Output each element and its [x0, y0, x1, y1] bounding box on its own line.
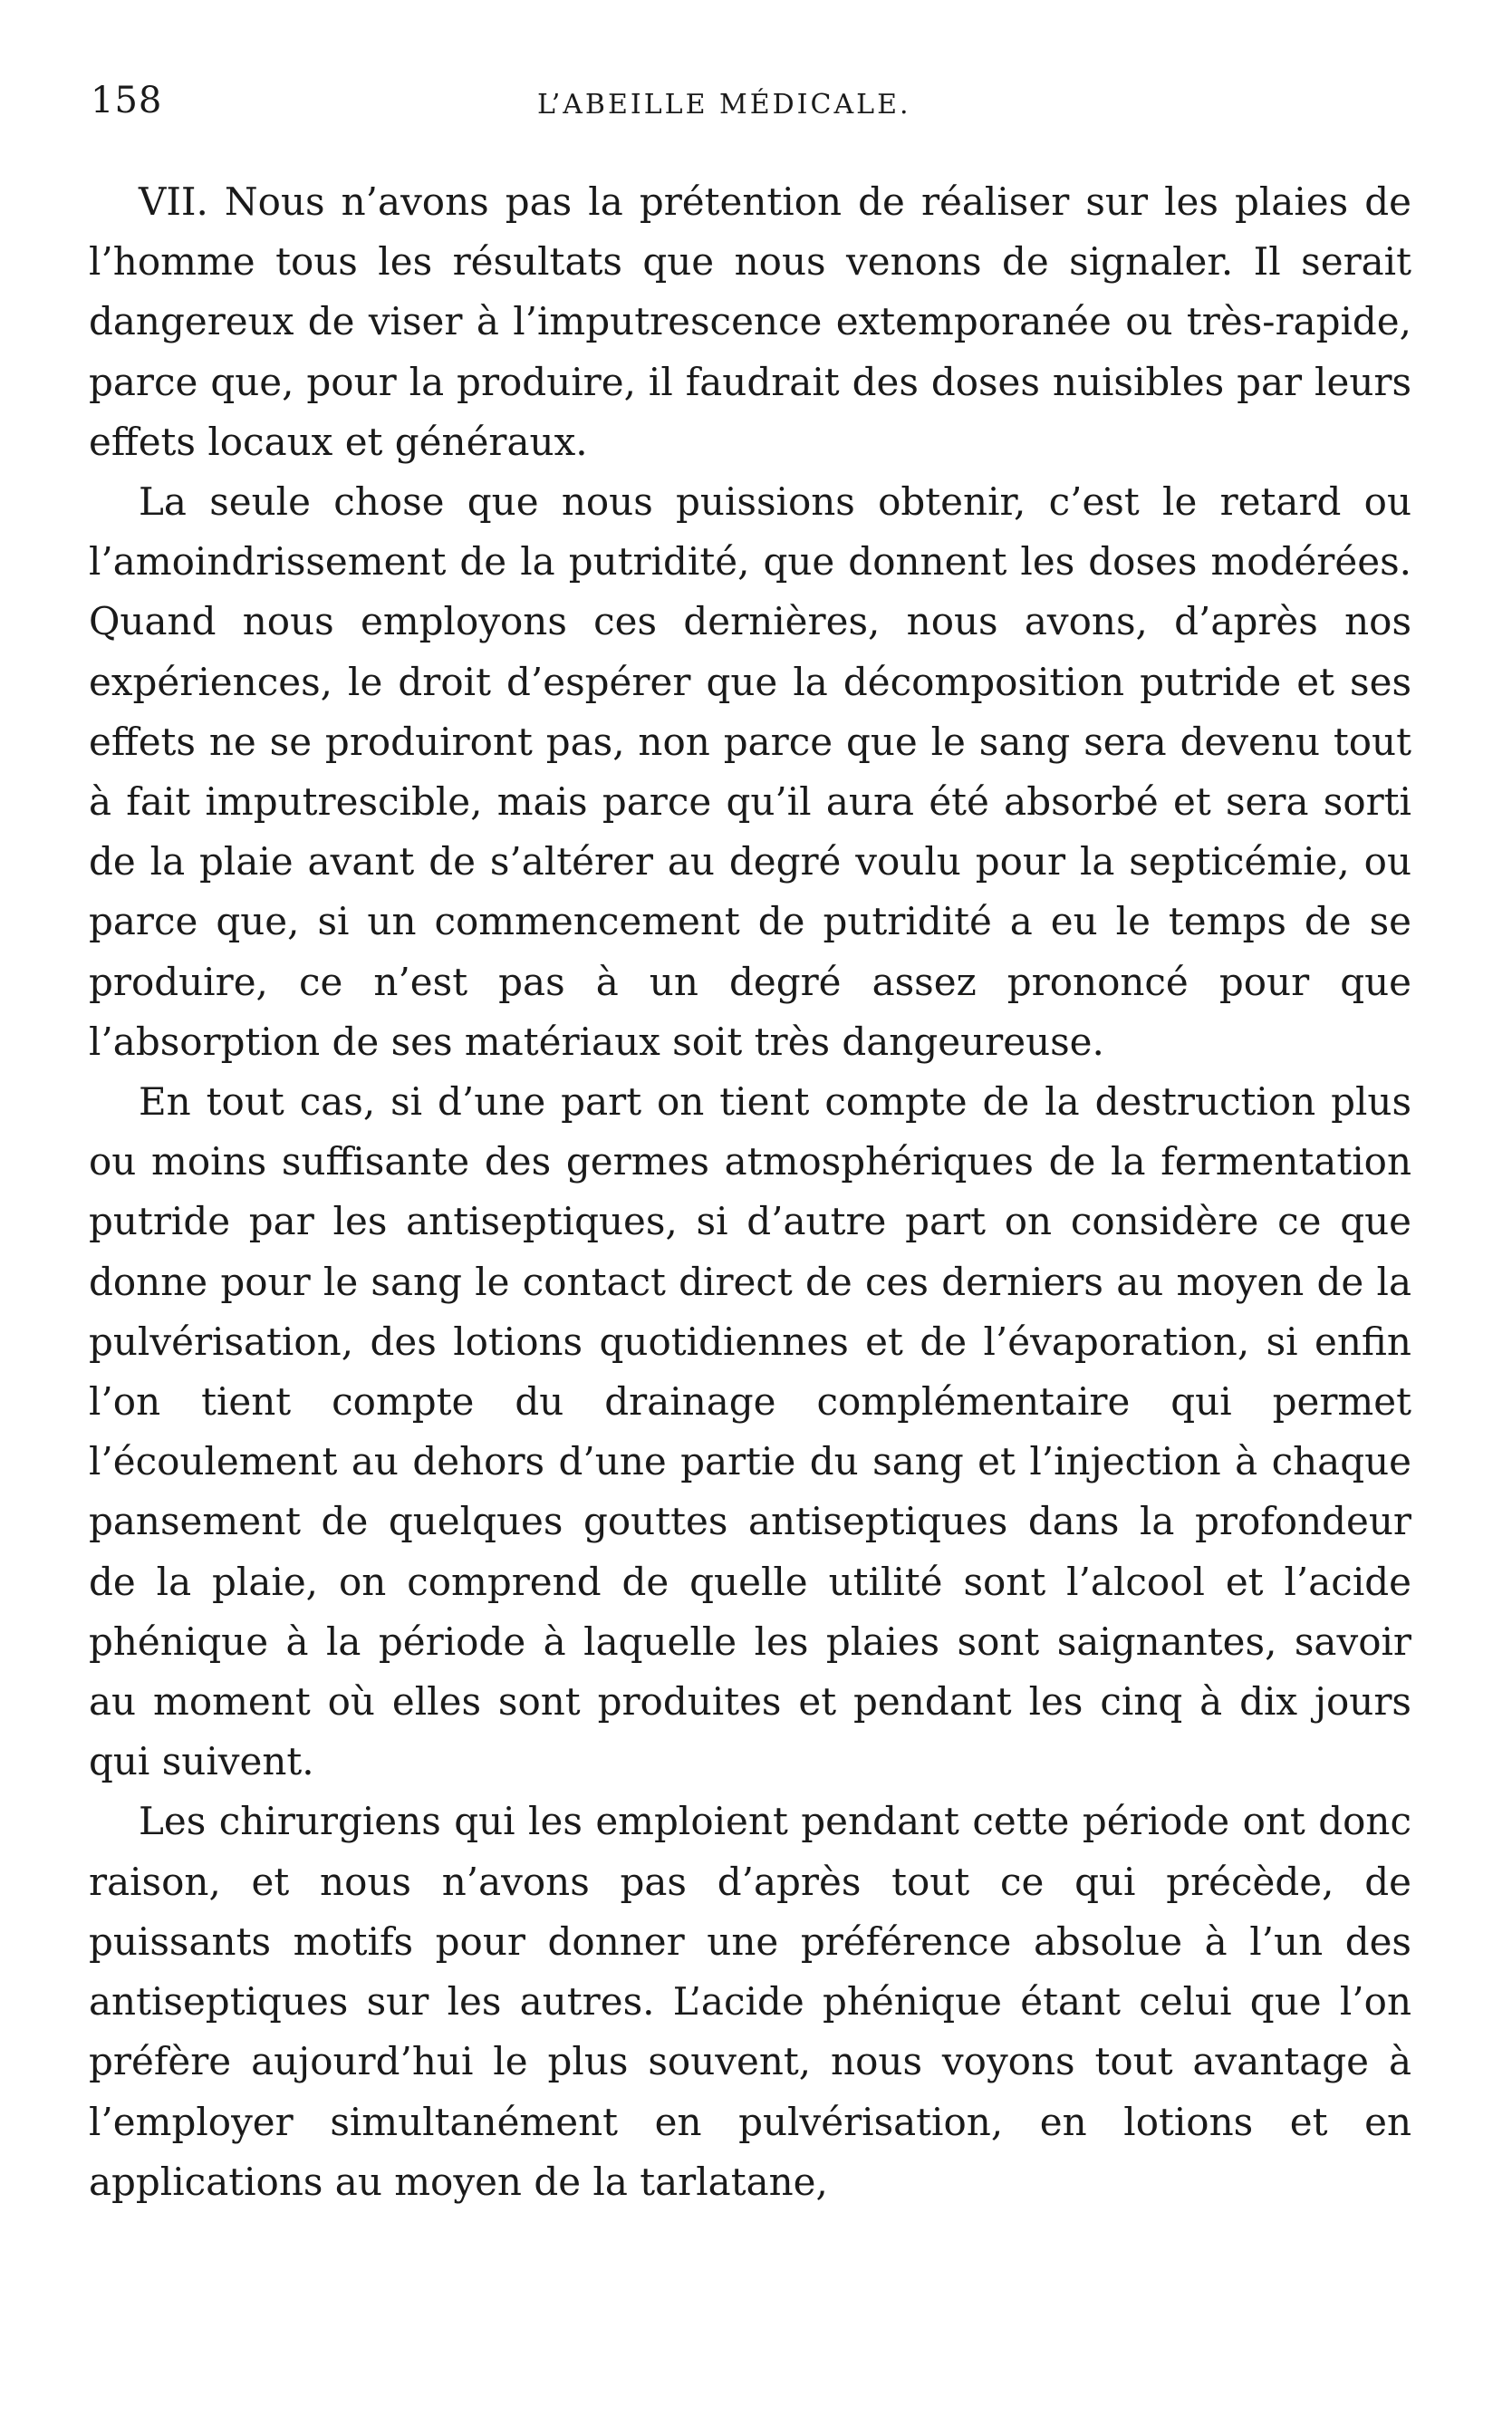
running-head [89, 80, 1411, 136]
paragraph-chirurgiens: Les chirurgiens qui les emploient pendant cette période ont donc raison, et nous n’avons pas d’après tout ce qui précède, de puissants motifs pour donner une préférence absolue à l’un des antiseptiques sur les autres. L’acide phénique étant celui que l’on préfère aujourd’hui le plus souvent, nous voyons tout avantage à l’employer simultanément en pulvérisation, en lotions et en applications au moyen de la tarlatane, [89, 1799, 1411, 2204]
paragraph-retard: La seule chose que nous puissions obtenir, c’est le retard ou l’amoindrissement de la putridité, que donnent les doses modérées. Quand nous employons ces dernières, nous avons, d’après nos expériences, le droit d’espérer que la décomposition putride et ses effets ne se produiront pas, non parce que le sang sera devenu tout à fait imputrescible, mais parce qu’il aura été absorbé et sera sorti de la plaie avant de s’altérer au degré voulu pour la septicémie, ou parce que, si un commencement de putridité a eu le temps de se produire, ce n’est pas à un degré assez prononcé pour que l’absorption de ses matériaux soit très dangeureuse. [89, 479, 1411, 1064]
running-title: L’ABEILLE MÉDICALE. [537, 89, 911, 121]
paragraph-vii: VII. Nous n’avons pas la prétention de réaliser sur les plaies de l’homme tous les résultats que nous venons de signaler. Il serait dangereux de viser à l’imputrescence extemporanée ou très-rapide, parce que, pour la produire, il faudrait des doses nuisibles par leurs effets locaux et généraux. [89, 179, 1411, 464]
book-page [89, 80, 1411, 2212]
paragraph-en-tout-cas: En tout cas, si d’une part on tient compte de la destruction plus ou moins suffisante des germes atmosphériques de la fermentation putride par les antiseptiques, si d’autre part on considère ce que donne pour le sang le contact direct de ces derniers au moyen de la pulvérisation, des lotions quotidiennes et de l’évaporation, si enfin l’on tient compte du drainage complémentaire qui permet l’écoulement au dehors d’une partie du sang et l’injection à chaque pansement de quelques gouttes antiseptiques dans la profondeur de la plaie, on comprend de quelle utilité sont l’alcool et l’acide phénique à la période à laquelle les plaies sont saignantes, savoir au moment où elles sont produites et pendant les cinq à dix jours qui suivent. [89, 1079, 1411, 1784]
page-number: 158 [91, 80, 163, 121]
body-text [89, 172, 1411, 2212]
